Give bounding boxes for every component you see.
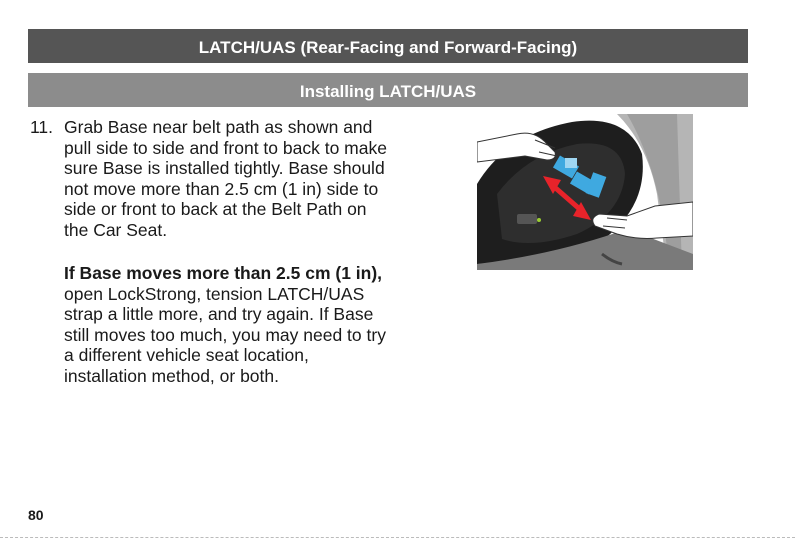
page-number: 80	[28, 507, 44, 523]
footer-divider	[0, 537, 795, 538]
step-number: 11.	[30, 117, 54, 137]
section-header: LATCH/UAS (Rear-Facing and Forward-Facing)	[28, 29, 748, 63]
note-heading: If Base moves more than 2.5 cm (1 in),	[64, 263, 383, 283]
troubleshooting-note	[64, 263, 394, 386]
car-seat-base-installation-illustration	[477, 114, 693, 270]
step-text: Grab Base near belt path as shown and pull side to side and front to back to make sure Base is installed tightly. Base should not move more than 2.5 cm (1 in) side to side or front to back at the Belt Path on the Car Seat.	[64, 117, 387, 240]
section-subheader: Installing LATCH/UAS	[28, 73, 748, 107]
note-text: open LockStrong, tension LATCH/UAS strap a little more, and try again. If Base still moves too much, you may need to try a different vehicle seat location, installation method, or both.	[64, 283, 386, 386]
